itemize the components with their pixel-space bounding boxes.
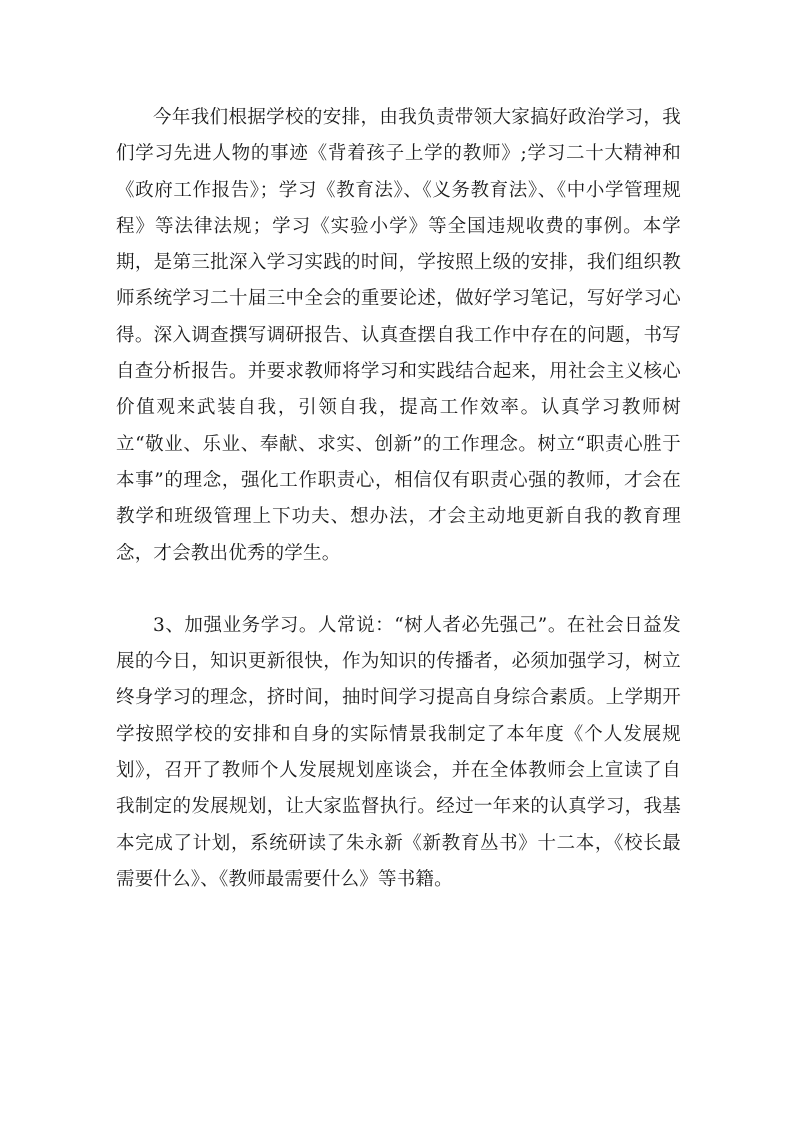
document-page — [116, 100, 681, 898]
paragraph-political-study: 今年我们根据学校的安排，由我负责带领大家搞好政治学习，我们学习先进人物的事迹《背着孩子上学的教师》;学习二十大精神和《政府工作报告》；学习《教育法》、《义务教育法》、《中小学管理规程》等法律法规；学习《实验小学》等全国违规收费的事例。本学期，是第三批深入学习实践的时间，学按照上级的安排，我们组织教师系统学习二十届三中全会的重要论述，做好学习笔记，写好学习心得。深入调查撰写调研报告、认真查摆自我工作中存在的问题，书写自查分析报告。并要求教师将学习和实践结合起来，用社会主义核心价值观来武装自我，引领自我，提高工作效率。认真学习教师树立“敬业、乐业、奉献、求实、创新”的工作理念。树立“职责心胜于本事”的理念，强化工作职责心，相信仅有职责心强的教师，才会在教学和班级管理上下功夫、想办法，才会主动地更新自我的教育理念，才会教出优秀的学生。 — [116, 107, 681, 564]
paragraph-business-study: 3、加强业务学习。人常说：“树人者必先强己”。在社会日益发展的今日，知识更新很快，作为知识的传播者，必须加强学习，树立终身学习的理念，挤时间，抽时间学习提高自身综合素质。上学期开学按照学校的安排和自身的实际情景我制定了本年度《个人发展规划》，召开了教师个人发展规划座谈会，并在全体教师会上宣读了自我制定的发展规划，让大家监督执行。经过一年来的认真学习，我基本完成了计划，系统研读了朱永新《新教育丛书》十二本，《校长最需要什么》、《教师最需要什么》等书籍。 — [116, 614, 681, 890]
